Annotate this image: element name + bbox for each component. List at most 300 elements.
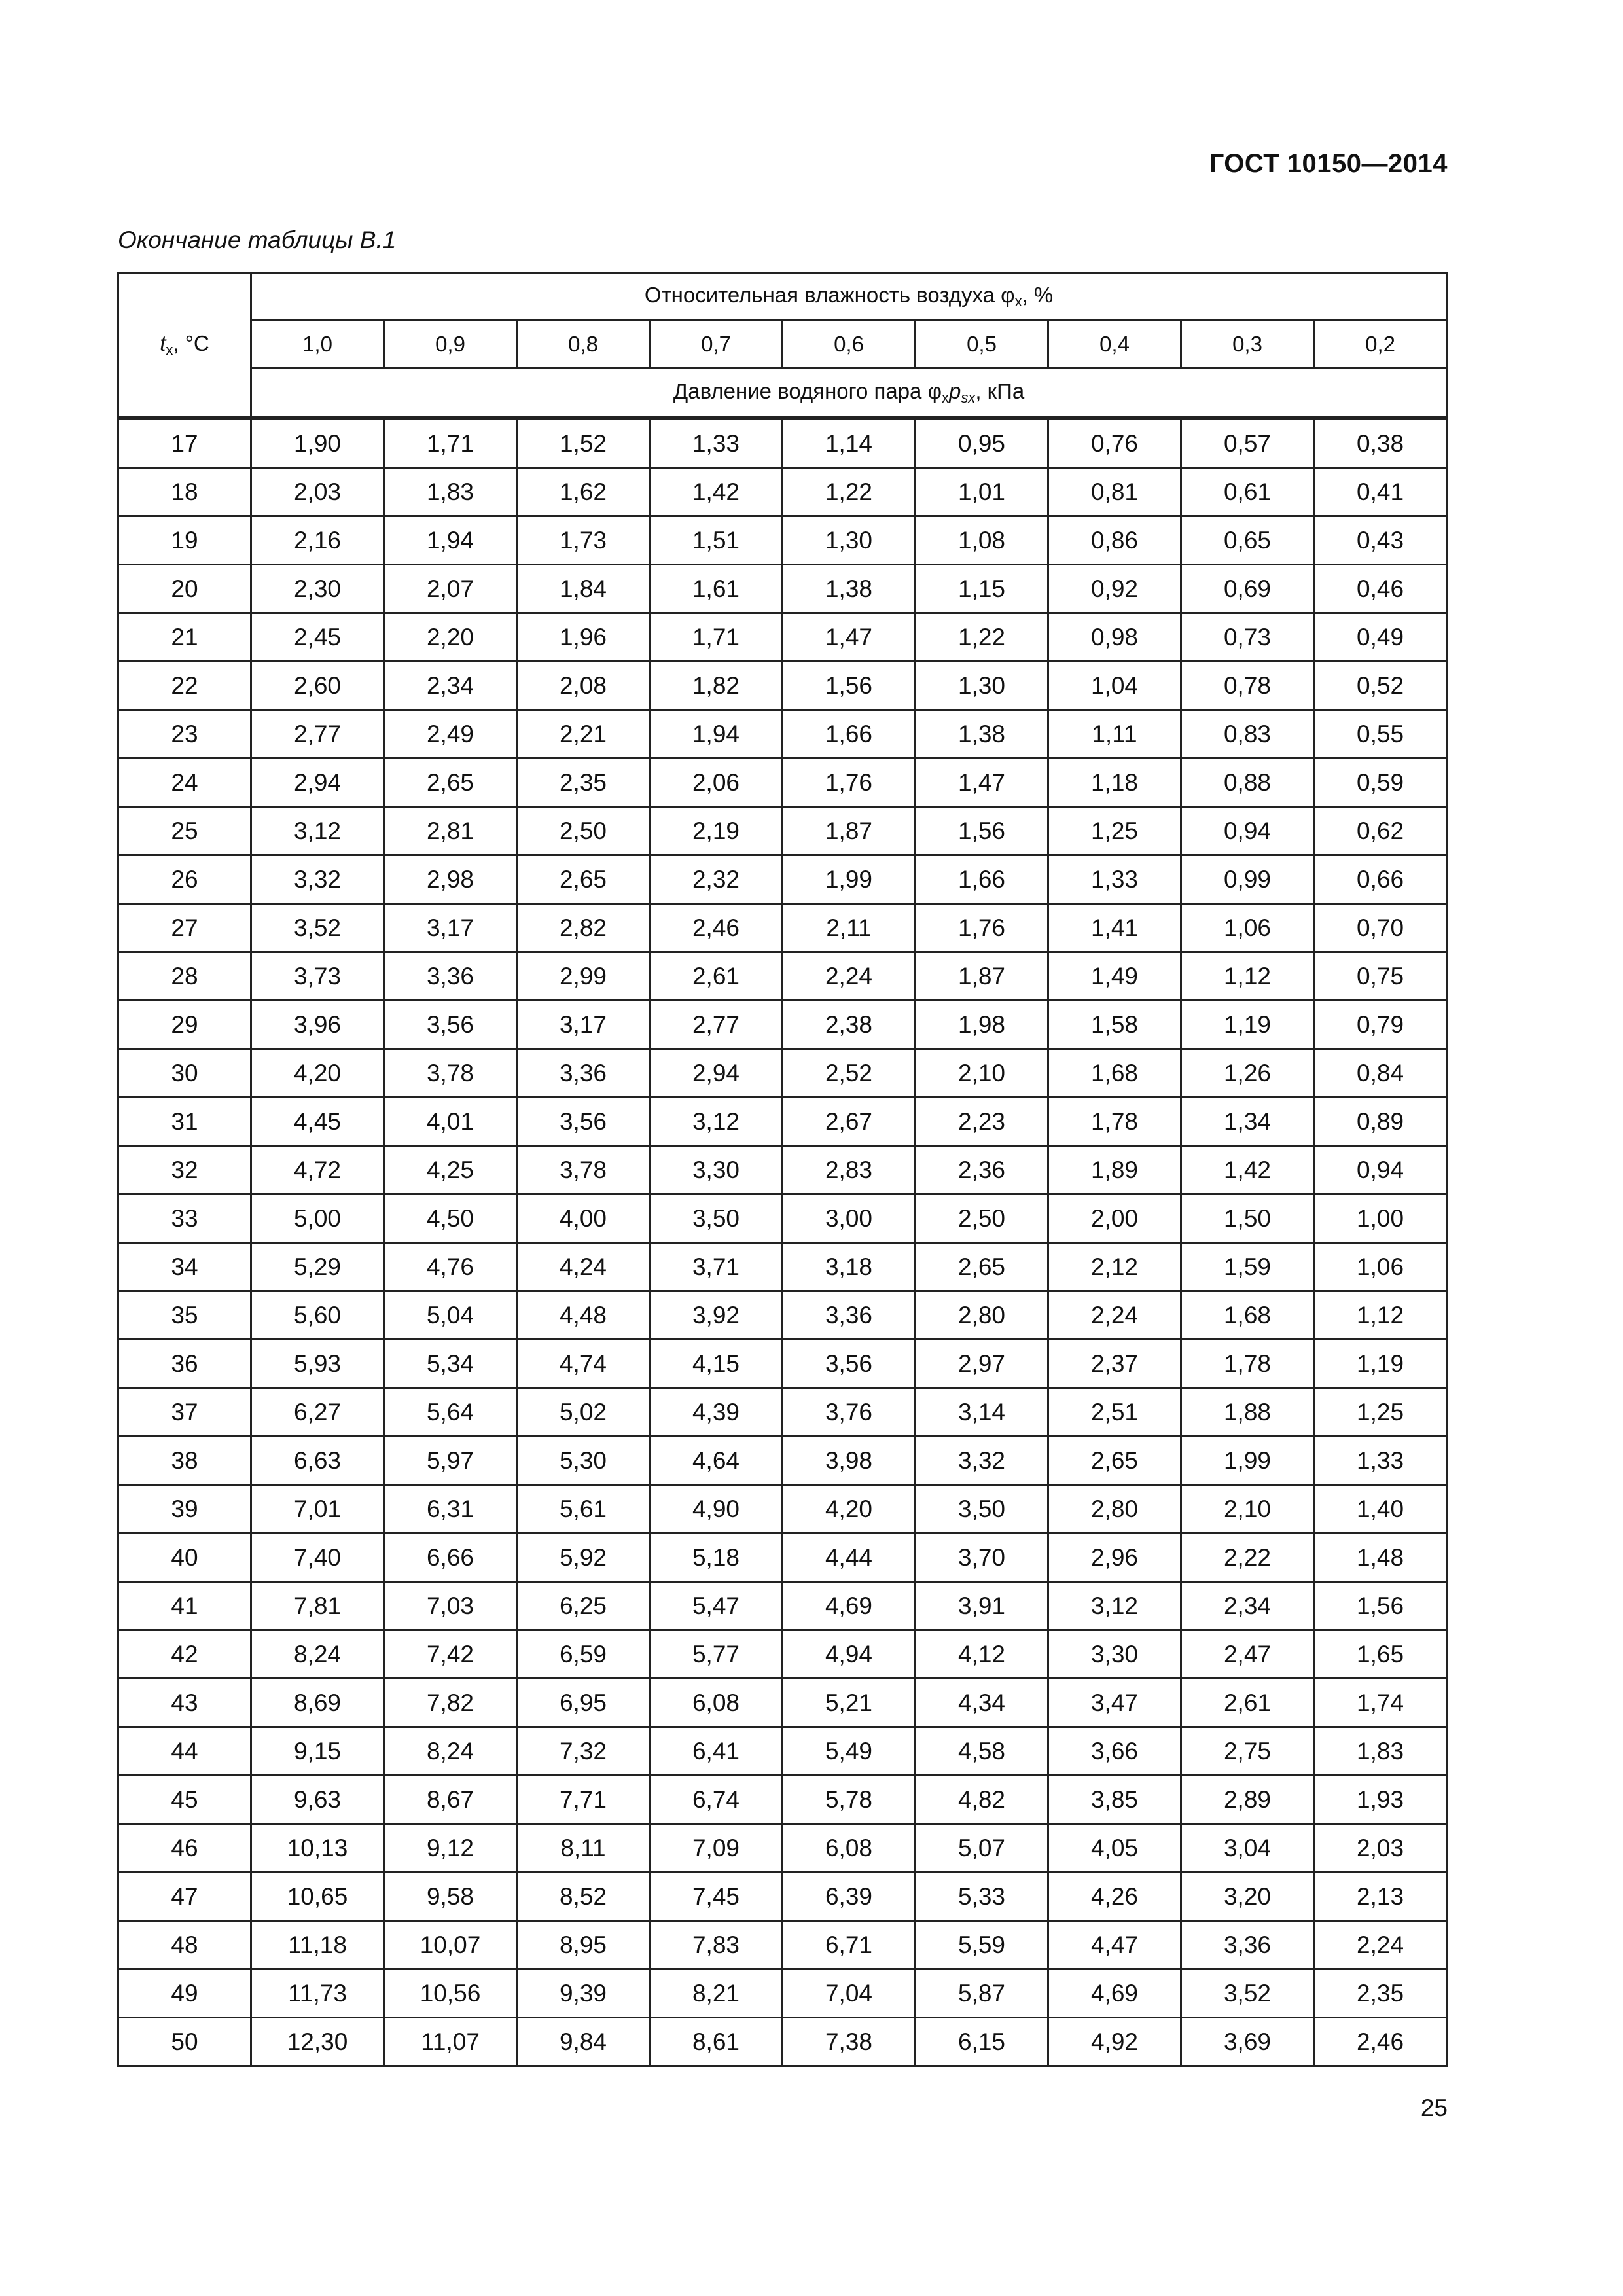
humidity-group-header xyxy=(251,273,1447,321)
table-row xyxy=(118,1049,1447,1098)
pressure-value-cell: 7,42 xyxy=(384,1630,517,1679)
pressure-value-cell: 5,61 xyxy=(517,1485,650,1534)
pressure-value-cell: 2,30 xyxy=(251,565,384,613)
pressure-value-cell: 2,65 xyxy=(517,855,650,904)
pressure-value-cell: 1,94 xyxy=(384,516,517,565)
pressure-value-cell: 4,64 xyxy=(650,1437,783,1485)
pressure-value-cell: 0,66 xyxy=(1314,855,1447,904)
pressure-value-cell: 1,82 xyxy=(650,662,783,710)
pressure-value-cell: 3,12 xyxy=(1048,1582,1181,1630)
pressure-value-cell: 7,40 xyxy=(251,1534,384,1582)
pressure-value-cell: 3,04 xyxy=(1181,1824,1314,1873)
pressure-value-cell: 5,64 xyxy=(384,1388,517,1437)
pressure-value-cell: 2,47 xyxy=(1181,1630,1314,1679)
pressure-value-cell: 4,39 xyxy=(650,1388,783,1437)
pressure-value-cell: 1,11 xyxy=(1048,710,1181,759)
pressure-value-cell: 1,38 xyxy=(916,710,1048,759)
pressure-value-cell: 0,73 xyxy=(1181,613,1314,662)
pressure-value-cell: 1,01 xyxy=(916,468,1048,516)
pressure-value-cell: 4,69 xyxy=(783,1582,916,1630)
pressure-value-cell: 1,34 xyxy=(1181,1098,1314,1146)
table-row xyxy=(118,1921,1447,1969)
pressure-value-cell: 1,68 xyxy=(1048,1049,1181,1098)
pressure-value-cell: 1,59 xyxy=(1181,1243,1314,1291)
pressure-value-cell: 3,36 xyxy=(517,1049,650,1098)
pressure-value-cell: 2,52 xyxy=(783,1049,916,1098)
temperature-cell: 45 xyxy=(118,1776,251,1824)
pressure-value-cell: 12,30 xyxy=(251,2018,384,2066)
pressure-value-cell: 4,20 xyxy=(783,1485,916,1534)
pressure-value-cell: 4,24 xyxy=(517,1243,650,1291)
pressure-value-cell: 2,61 xyxy=(1181,1679,1314,1727)
table-row xyxy=(118,1824,1447,1873)
humidity-title-prefix: Относительная влажность воздуха φ xyxy=(644,283,1015,307)
temperature-cell: 28 xyxy=(118,952,251,1001)
pressure-value-cell: 10,56 xyxy=(384,1969,517,2018)
table-row xyxy=(118,1776,1447,1824)
pressure-value-cell: 2,65 xyxy=(916,1243,1048,1291)
pressure-value-cell: 1,52 xyxy=(517,418,650,468)
humidity-level-header: 0,7 xyxy=(650,321,783,368)
pressure-value-cell: 2,36 xyxy=(916,1146,1048,1194)
pressure-value-cell: 4,05 xyxy=(1048,1824,1181,1873)
pressure-value-cell: 6,63 xyxy=(251,1437,384,1485)
pressure-value-cell: 7,81 xyxy=(251,1582,384,1630)
pressure-value-cell: 10,13 xyxy=(251,1824,384,1873)
pressure-value-cell: 2,10 xyxy=(1181,1485,1314,1534)
pressure-value-cell: 7,82 xyxy=(384,1679,517,1727)
pressure-value-cell: 2,08 xyxy=(517,662,650,710)
pressure-value-cell: 4,01 xyxy=(384,1098,517,1146)
pressure-value-cell: 9,39 xyxy=(517,1969,650,2018)
table-row xyxy=(118,1291,1447,1340)
pressure-value-cell: 2,03 xyxy=(1314,1824,1447,1873)
pressure-value-cell: 2,67 xyxy=(783,1098,916,1146)
pressure-value-cell: 1,06 xyxy=(1314,1243,1447,1291)
pressure-value-cell: 2,60 xyxy=(251,662,384,710)
pressure-value-cell: 1,88 xyxy=(1181,1388,1314,1437)
pressure-value-cell: 2,24 xyxy=(1314,1921,1447,1969)
temperature-cell: 20 xyxy=(118,565,251,613)
pressure-value-cell: 4,50 xyxy=(384,1194,517,1243)
pressure-title-sub2: sx xyxy=(961,389,976,406)
table-row xyxy=(118,1534,1447,1582)
pressure-value-cell: 4,00 xyxy=(517,1194,650,1243)
pressure-value-cell: 0,41 xyxy=(1314,468,1447,516)
table-row xyxy=(118,2018,1447,2066)
pressure-value-cell: 3,66 xyxy=(1048,1727,1181,1776)
pressure-value-cell: 3,56 xyxy=(783,1340,916,1388)
pressure-value-cell: 9,84 xyxy=(517,2018,650,2066)
pressure-value-cell: 3,71 xyxy=(650,1243,783,1291)
pressure-value-cell: 1,76 xyxy=(916,904,1048,952)
pressure-title-p: p xyxy=(948,379,961,403)
pressure-value-cell: 2,89 xyxy=(1181,1776,1314,1824)
pressure-value-cell: 1,22 xyxy=(783,468,916,516)
temperature-cell: 19 xyxy=(118,516,251,565)
humidity-level-header: 0,9 xyxy=(384,321,517,368)
pressure-value-cell: 2,22 xyxy=(1181,1534,1314,1582)
pressure-value-cell: 2,10 xyxy=(916,1049,1048,1098)
table-row xyxy=(118,1340,1447,1388)
pressure-value-cell: 2,50 xyxy=(916,1194,1048,1243)
table-row xyxy=(118,1485,1447,1534)
pressure-value-cell: 4,94 xyxy=(783,1630,916,1679)
table-row xyxy=(118,662,1447,710)
temperature-cell: 36 xyxy=(118,1340,251,1388)
pressure-value-cell: 2,11 xyxy=(783,904,916,952)
temperature-cell: 24 xyxy=(118,759,251,807)
table-row xyxy=(118,1727,1447,1776)
pressure-value-cell: 0,59 xyxy=(1314,759,1447,807)
pressure-value-cell: 1,84 xyxy=(517,565,650,613)
pressure-value-cell: 0,38 xyxy=(1314,418,1447,468)
pressure-value-cell: 2,61 xyxy=(650,952,783,1001)
pressure-value-cell: 0,69 xyxy=(1181,565,1314,613)
pressure-value-cell: 2,83 xyxy=(783,1146,916,1194)
pressure-value-cell: 0,46 xyxy=(1314,565,1447,613)
pressure-value-cell: 1,74 xyxy=(1314,1679,1447,1727)
pressure-value-cell: 3,14 xyxy=(916,1388,1048,1437)
pressure-value-cell: 4,20 xyxy=(251,1049,384,1098)
pressure-value-cell: 8,52 xyxy=(517,1873,650,1921)
pressure-value-cell: 2,13 xyxy=(1314,1873,1447,1921)
humidity-level-header: 0,2 xyxy=(1314,321,1447,368)
table-row xyxy=(118,1146,1447,1194)
temperature-cell: 47 xyxy=(118,1873,251,1921)
pressure-value-cell: 8,69 xyxy=(251,1679,384,1727)
pressure-value-cell: 4,47 xyxy=(1048,1921,1181,1969)
table-row xyxy=(118,1388,1447,1437)
pressure-value-cell: 3,92 xyxy=(650,1291,783,1340)
temperature-column-header xyxy=(118,273,251,419)
pressure-value-cell: 2,77 xyxy=(251,710,384,759)
pressure-value-cell: 2,80 xyxy=(1048,1485,1181,1534)
pressure-value-cell: 1,30 xyxy=(783,516,916,565)
temperature-cell: 22 xyxy=(118,662,251,710)
pressure-value-cell: 1,66 xyxy=(783,710,916,759)
pressure-value-cell: 6,27 xyxy=(251,1388,384,1437)
page-number: 25 xyxy=(1420,2094,1448,2121)
pressure-value-cell: 3,36 xyxy=(783,1291,916,1340)
pressure-value-cell: 3,85 xyxy=(1048,1776,1181,1824)
pressure-value-cell: 1,48 xyxy=(1314,1534,1447,1582)
pressure-value-cell: 1,26 xyxy=(1181,1049,1314,1098)
pressure-value-cell: 1,15 xyxy=(916,565,1048,613)
pressure-value-cell: 1,62 xyxy=(517,468,650,516)
pressure-value-cell: 0,95 xyxy=(916,418,1048,468)
pressure-value-cell: 3,76 xyxy=(783,1388,916,1437)
pressure-value-cell: 5,77 xyxy=(650,1630,783,1679)
pressure-value-cell: 7,03 xyxy=(384,1582,517,1630)
pressure-value-cell: 10,07 xyxy=(384,1921,517,1969)
temperature-cell: 49 xyxy=(118,1969,251,2018)
pressure-value-cell: 0,84 xyxy=(1314,1049,1447,1098)
table-row xyxy=(118,1243,1447,1291)
pressure-value-cell: 3,17 xyxy=(384,904,517,952)
pressure-value-cell: 2,65 xyxy=(1048,1437,1181,1485)
pressure-value-cell: 3,91 xyxy=(916,1582,1048,1630)
pressure-value-cell: 8,67 xyxy=(384,1776,517,1824)
pressure-value-cell: 6,41 xyxy=(650,1727,783,1776)
pressure-value-cell: 1,51 xyxy=(650,516,783,565)
pressure-value-cell: 1,00 xyxy=(1314,1194,1447,1243)
pressure-value-cell: 3,78 xyxy=(517,1146,650,1194)
pressure-value-cell: 5,33 xyxy=(916,1873,1048,1921)
pressure-value-cell: 7,32 xyxy=(517,1727,650,1776)
table-row xyxy=(118,855,1447,904)
pressure-value-cell: 5,49 xyxy=(783,1727,916,1776)
temperature-cell: 31 xyxy=(118,1098,251,1146)
pressure-value-cell: 2,75 xyxy=(1181,1727,1314,1776)
table-row xyxy=(118,759,1447,807)
temperature-cell: 37 xyxy=(118,1388,251,1437)
pressure-value-cell: 2,80 xyxy=(916,1291,1048,1340)
pressure-value-cell: 2,45 xyxy=(251,613,384,662)
pressure-value-cell: 1,19 xyxy=(1181,1001,1314,1049)
pressure-value-cell: 2,96 xyxy=(1048,1534,1181,1582)
pressure-value-cell: 3,00 xyxy=(783,1194,916,1243)
pressure-value-cell: 7,09 xyxy=(650,1824,783,1873)
pressure-value-cell: 2,82 xyxy=(517,904,650,952)
pressure-value-cell: 4,58 xyxy=(916,1727,1048,1776)
pressure-value-cell: 1,42 xyxy=(1181,1146,1314,1194)
pressure-value-cell: 1,83 xyxy=(384,468,517,516)
pressure-value-cell: 1,96 xyxy=(517,613,650,662)
pressure-value-cell: 2,07 xyxy=(384,565,517,613)
pressure-value-cell: 4,69 xyxy=(1048,1969,1181,2018)
pressure-value-cell: 2,94 xyxy=(650,1049,783,1098)
temperature-cell: 50 xyxy=(118,2018,251,2066)
pressure-value-cell: 1,56 xyxy=(783,662,916,710)
humidity-level-header: 0,4 xyxy=(1048,321,1181,368)
pressure-value-cell: 0,76 xyxy=(1048,418,1181,468)
pressure-value-cell: 6,59 xyxy=(517,1630,650,1679)
pressure-value-cell: 3,32 xyxy=(916,1437,1048,1485)
pressure-value-cell: 3,70 xyxy=(916,1534,1048,1582)
pressure-value-cell: 4,26 xyxy=(1048,1873,1181,1921)
pressure-value-cell: 1,76 xyxy=(783,759,916,807)
pressure-value-cell: 8,24 xyxy=(251,1630,384,1679)
pressure-value-cell: 2,21 xyxy=(517,710,650,759)
pressure-value-cell: 2,03 xyxy=(251,468,384,516)
pressure-value-cell: 3,50 xyxy=(650,1194,783,1243)
pressure-value-cell: 2,23 xyxy=(916,1098,1048,1146)
pressure-value-cell: 3,69 xyxy=(1181,2018,1314,2066)
humidity-level-header: 0,5 xyxy=(916,321,1048,368)
pressure-value-cell: 1,19 xyxy=(1314,1340,1447,1388)
pressure-value-cell: 5,78 xyxy=(783,1776,916,1824)
table-body xyxy=(118,418,1447,2066)
pressure-group-header xyxy=(251,368,1447,419)
pressure-title-prefix: Давление водяного пара φ xyxy=(673,379,942,403)
pressure-value-cell: 0,70 xyxy=(1314,904,1447,952)
temperature-cell: 18 xyxy=(118,468,251,516)
temperature-cell: 42 xyxy=(118,1630,251,1679)
pressure-value-cell: 5,21 xyxy=(783,1679,916,1727)
pressure-value-cell: 1,18 xyxy=(1048,759,1181,807)
temperature-cell: 27 xyxy=(118,904,251,952)
pressure-value-cell: 3,18 xyxy=(783,1243,916,1291)
temperature-cell: 39 xyxy=(118,1485,251,1534)
pressure-value-cell: 1,50 xyxy=(1181,1194,1314,1243)
humidity-levels-row xyxy=(118,321,1447,368)
pressure-value-cell: 0,99 xyxy=(1181,855,1314,904)
pressure-value-cell: 3,47 xyxy=(1048,1679,1181,1727)
pressure-value-cell: 2,06 xyxy=(650,759,783,807)
pressure-value-cell: 2,35 xyxy=(517,759,650,807)
pressure-value-cell: 3,12 xyxy=(650,1098,783,1146)
pressure-value-cell: 2,65 xyxy=(384,759,517,807)
pressure-value-cell: 0,94 xyxy=(1181,807,1314,855)
pressure-value-cell: 1,33 xyxy=(1048,855,1181,904)
pressure-value-cell: 2,49 xyxy=(384,710,517,759)
pressure-value-cell: 1,78 xyxy=(1181,1340,1314,1388)
pressure-value-cell: 6,66 xyxy=(384,1534,517,1582)
pressure-value-cell: 2,38 xyxy=(783,1001,916,1049)
pressure-value-cell: 1,68 xyxy=(1181,1291,1314,1340)
temperature-symbol: t xyxy=(160,331,166,355)
temperature-cell: 34 xyxy=(118,1243,251,1291)
pressure-value-cell: 3,56 xyxy=(384,1001,517,1049)
temperature-cell: 33 xyxy=(118,1194,251,1243)
pressure-value-cell: 5,04 xyxy=(384,1291,517,1340)
pressure-title-suffix: , кПа xyxy=(975,379,1025,403)
table-row xyxy=(118,1873,1447,1921)
pressure-value-cell: 11,07 xyxy=(384,2018,517,2066)
pressure-value-cell: 11,18 xyxy=(251,1921,384,1969)
pressure-value-cell: 3,12 xyxy=(251,807,384,855)
temperature-cell: 46 xyxy=(118,1824,251,1873)
pressure-value-cell: 1,47 xyxy=(916,759,1048,807)
temperature-cell: 43 xyxy=(118,1679,251,1727)
pressure-value-cell: 1,12 xyxy=(1181,952,1314,1001)
temperature-cell: 17 xyxy=(118,418,251,468)
pressure-value-cell: 9,12 xyxy=(384,1824,517,1873)
pressure-value-cell: 2,24 xyxy=(783,952,916,1001)
pressure-value-cell: 1,89 xyxy=(1048,1146,1181,1194)
table-row xyxy=(118,516,1447,565)
table-header xyxy=(118,273,1447,419)
pressure-value-cell: 4,72 xyxy=(251,1146,384,1194)
pressure-value-cell: 4,92 xyxy=(1048,2018,1181,2066)
pressure-value-cell: 2,46 xyxy=(650,904,783,952)
pressure-value-cell: 3,78 xyxy=(384,1049,517,1098)
pressure-value-cell: 5,60 xyxy=(251,1291,384,1340)
pressure-value-cell: 3,98 xyxy=(783,1437,916,1485)
pressure-value-cell: 3,32 xyxy=(251,855,384,904)
temperature-unit: , °С xyxy=(173,331,209,355)
temperature-subscript: x xyxy=(166,342,173,358)
pressure-value-cell: 1,66 xyxy=(916,855,1048,904)
temperature-cell: 44 xyxy=(118,1727,251,1776)
pressure-value-cell: 5,59 xyxy=(916,1921,1048,1969)
pressure-value-cell: 5,93 xyxy=(251,1340,384,1388)
pressure-value-cell: 2,34 xyxy=(1181,1582,1314,1630)
pressure-value-cell: 6,95 xyxy=(517,1679,650,1727)
pressure-value-cell: 0,86 xyxy=(1048,516,1181,565)
pressure-value-cell: 1,25 xyxy=(1048,807,1181,855)
pressure-value-cell: 3,52 xyxy=(251,904,384,952)
pressure-value-cell: 5,00 xyxy=(251,1194,384,1243)
pressure-value-cell: 1,90 xyxy=(251,418,384,468)
pressure-value-cell: 5,29 xyxy=(251,1243,384,1291)
pressure-value-cell: 7,01 xyxy=(251,1485,384,1534)
document-standard-id: ГОСТ 10150—2014 xyxy=(1209,149,1448,178)
pressure-value-cell: 0,89 xyxy=(1314,1098,1447,1146)
humidity-level-header: 0,8 xyxy=(517,321,650,368)
pressure-value-cell: 0,94 xyxy=(1314,1146,1447,1194)
pressure-value-cell: 1,30 xyxy=(916,662,1048,710)
pressure-value-cell: 3,36 xyxy=(384,952,517,1001)
pressure-value-cell: 3,30 xyxy=(1048,1630,1181,1679)
temperature-cell: 25 xyxy=(118,807,251,855)
pressure-value-cell: 0,83 xyxy=(1181,710,1314,759)
table-row xyxy=(118,1582,1447,1630)
pressure-value-cell: 1,99 xyxy=(1181,1437,1314,1485)
pressure-value-cell: 9,58 xyxy=(384,1873,517,1921)
pressure-value-cell: 2,46 xyxy=(1314,2018,1447,2066)
pressure-value-cell: 1,71 xyxy=(384,418,517,468)
temperature-cell: 30 xyxy=(118,1049,251,1098)
pressure-value-cell: 5,97 xyxy=(384,1437,517,1485)
pressure-value-cell: 4,82 xyxy=(916,1776,1048,1824)
pressure-value-cell: 7,45 xyxy=(650,1873,783,1921)
pressure-value-cell: 0,65 xyxy=(1181,516,1314,565)
pressure-value-cell: 2,94 xyxy=(251,759,384,807)
table-row xyxy=(118,468,1447,516)
pressure-value-cell: 1,04 xyxy=(1048,662,1181,710)
pressure-value-cell: 3,50 xyxy=(916,1485,1048,1534)
pressure-value-cell: 4,44 xyxy=(783,1534,916,1582)
humidity-level-header: 0,3 xyxy=(1181,321,1314,368)
pressure-value-cell: 1,65 xyxy=(1314,1630,1447,1679)
temperature-cell: 40 xyxy=(118,1534,251,1582)
pressure-value-cell: 2,34 xyxy=(384,662,517,710)
pressure-value-cell: 7,71 xyxy=(517,1776,650,1824)
pressure-value-cell: 1,78 xyxy=(1048,1098,1181,1146)
pressure-value-cell: 1,56 xyxy=(1314,1582,1447,1630)
pressure-value-cell: 6,08 xyxy=(783,1824,916,1873)
pressure-value-cell: 6,31 xyxy=(384,1485,517,1534)
table-caption: Окончание таблицы В.1 xyxy=(118,226,397,253)
table-row xyxy=(118,710,1447,759)
temperature-cell: 21 xyxy=(118,613,251,662)
pressure-value-cell: 7,38 xyxy=(783,2018,916,2066)
pressure-value-cell: 5,87 xyxy=(916,1969,1048,2018)
pressure-value-cell: 8,61 xyxy=(650,2018,783,2066)
table-row xyxy=(118,1098,1447,1146)
pressure-value-cell: 3,36 xyxy=(1181,1921,1314,1969)
table-row xyxy=(118,1437,1447,1485)
pressure-value-cell: 1,12 xyxy=(1314,1291,1447,1340)
pressure-value-cell: 1,87 xyxy=(916,952,1048,1001)
pressure-value-cell: 1,93 xyxy=(1314,1776,1447,1824)
pressure-value-cell: 8,24 xyxy=(384,1727,517,1776)
temperature-cell: 48 xyxy=(118,1921,251,1969)
table-row xyxy=(118,807,1447,855)
pressure-value-cell: 6,71 xyxy=(783,1921,916,1969)
table-row xyxy=(118,1194,1447,1243)
pressure-value-cell: 0,49 xyxy=(1314,613,1447,662)
pressure-value-cell: 2,16 xyxy=(251,516,384,565)
table-row xyxy=(118,1001,1447,1049)
pressure-value-cell: 4,45 xyxy=(251,1098,384,1146)
pressure-value-cell: 0,75 xyxy=(1314,952,1447,1001)
pressure-value-cell: 0,92 xyxy=(1048,565,1181,613)
pressure-value-cell: 6,25 xyxy=(517,1582,650,1630)
pressure-value-cell: 0,88 xyxy=(1181,759,1314,807)
